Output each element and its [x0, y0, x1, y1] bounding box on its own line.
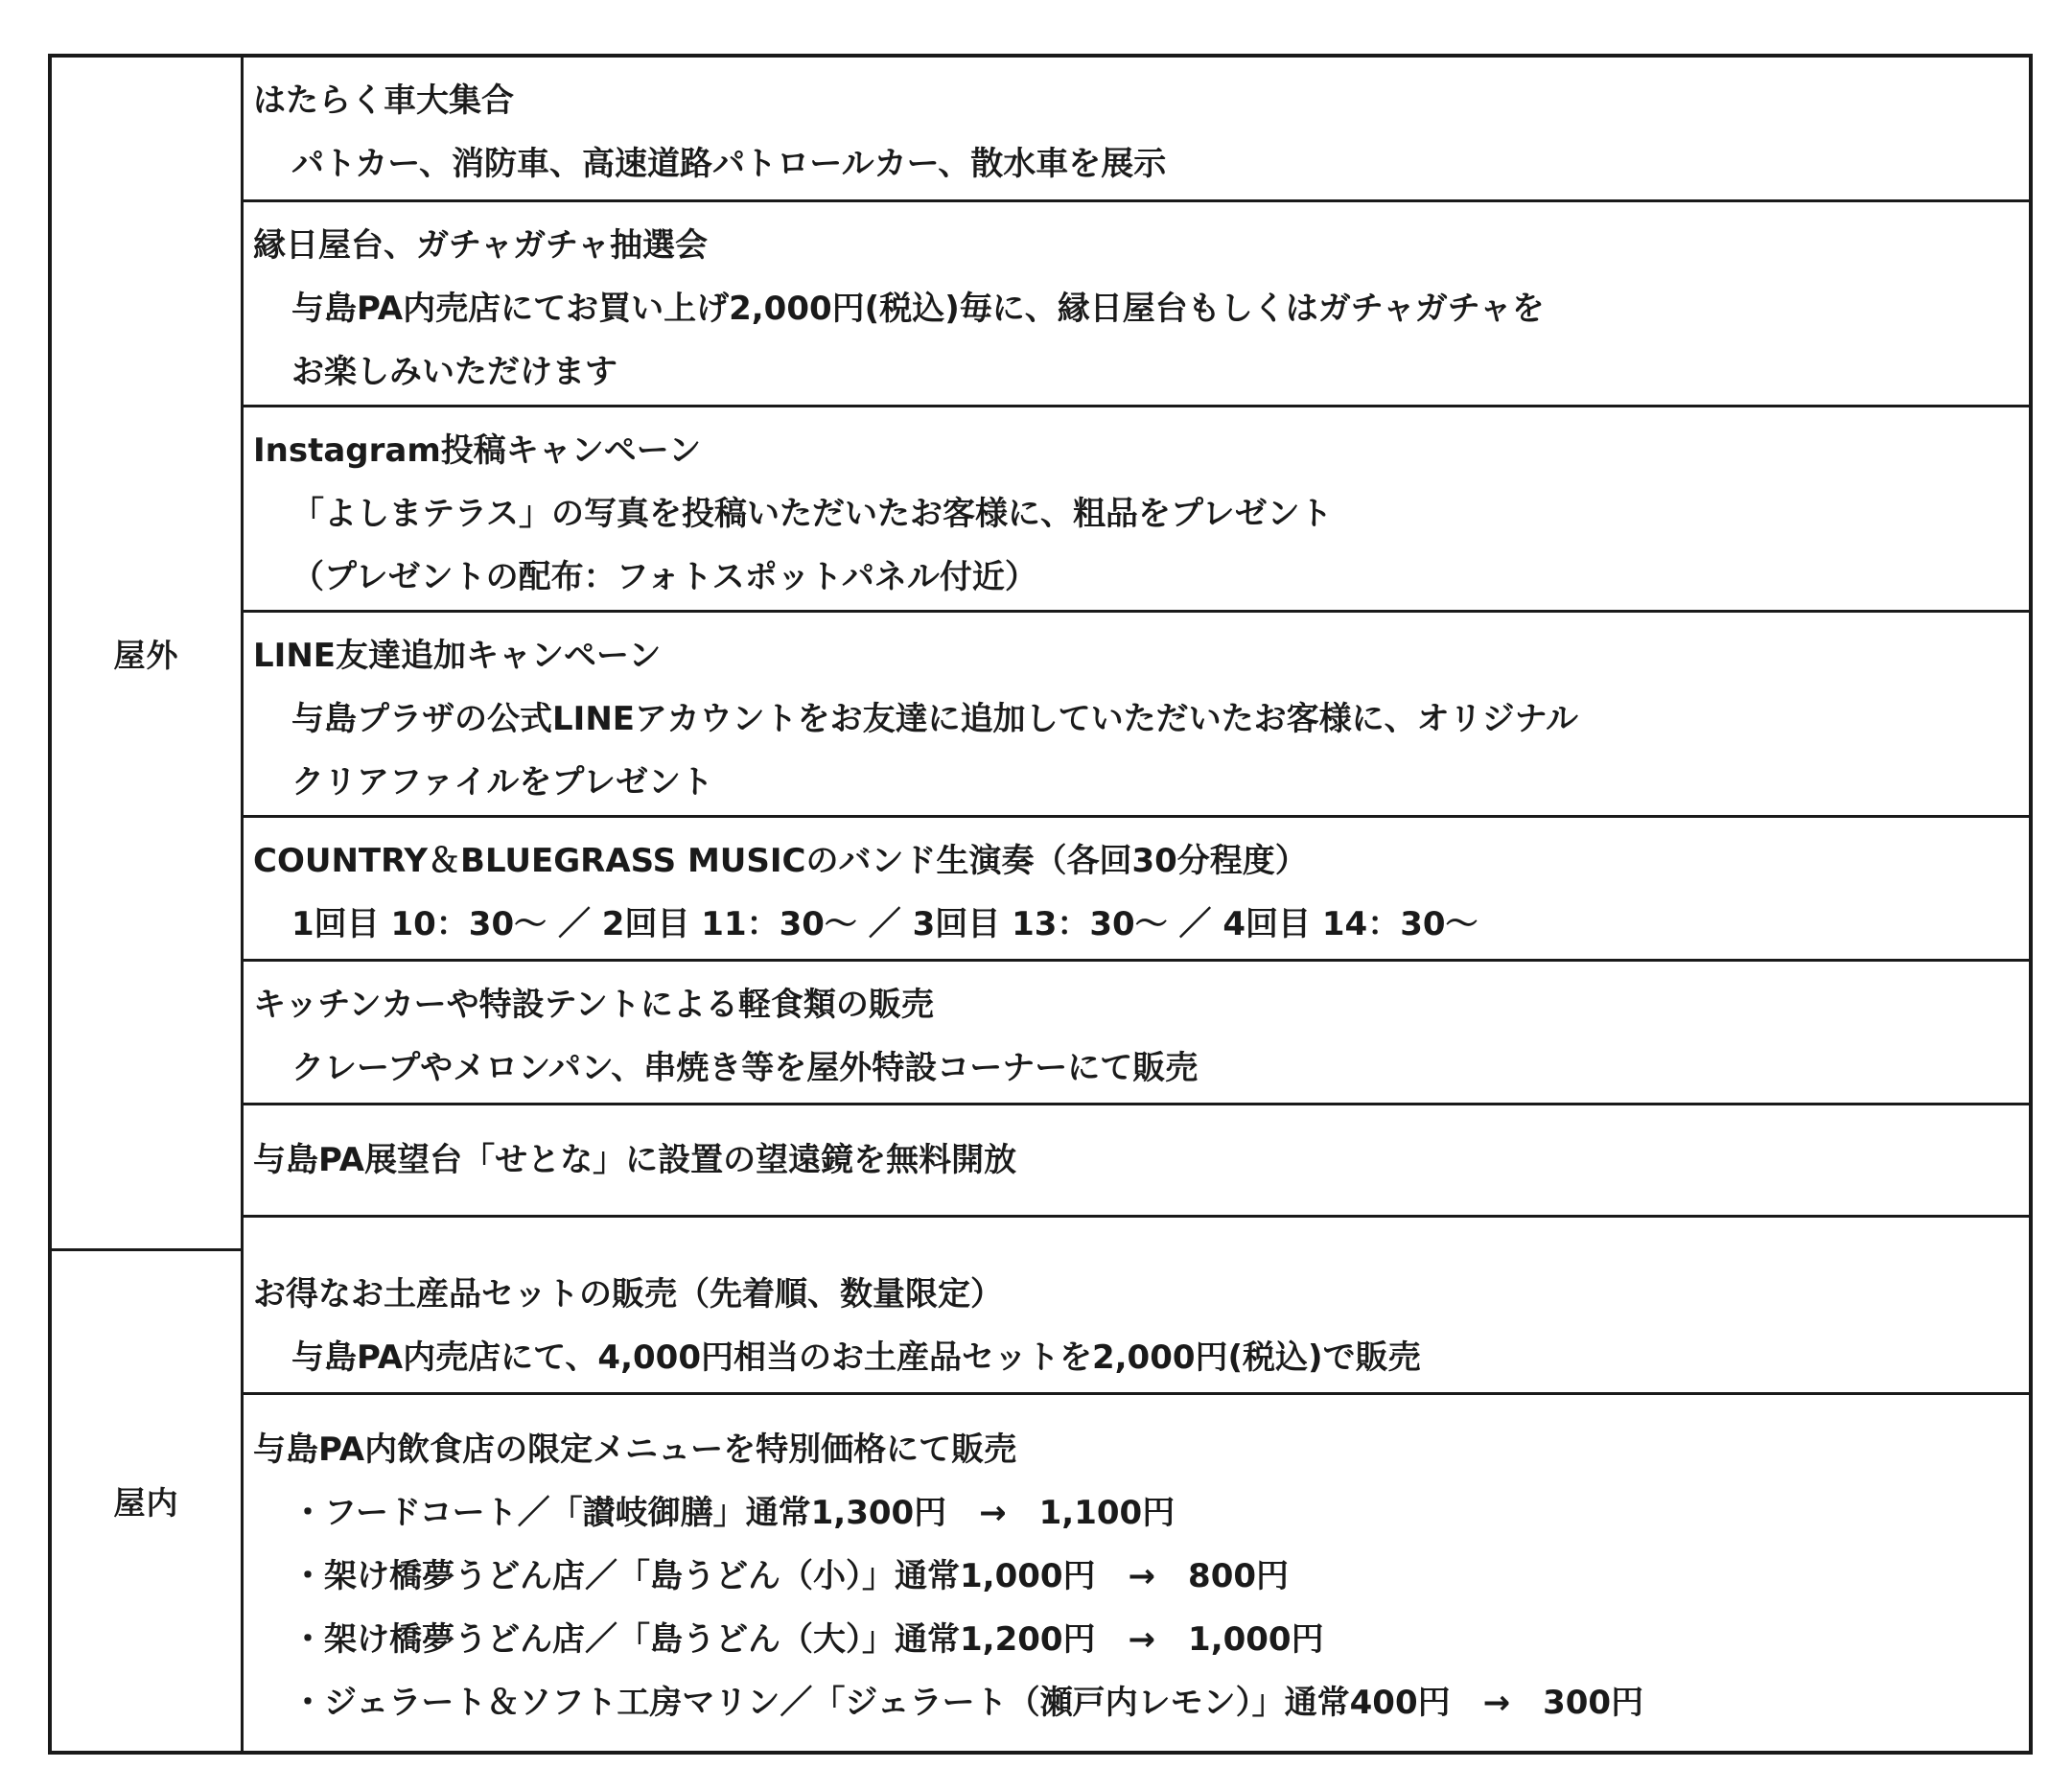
event-detail: 与島PA内売店にて、4,000円相当のお土産品セットを2,000円(税込)で販売 [291, 1338, 1421, 1377]
event-row-instagram-campaign [244, 407, 2029, 613]
event-row-limited-menu [244, 1395, 2029, 1751]
event-detail: （プレゼントの配布：フォトスポットパネル付近） [291, 558, 1037, 596]
menu-item: ・ジェラート＆ソフト工房マリン／「ジェラート（瀬戸内レモン）」通常400円 → 300円 [291, 1683, 1644, 1722]
section-label-indoor: 屋内 [52, 1251, 244, 1751]
event-detail: クリアファイルをプレゼント [291, 763, 713, 802]
event-title: お得なお土産品セットの販売（先着順、数量限定） [253, 1275, 1003, 1314]
event-title: 与島PA内飲食店の限定メニューを特別価格にて販売 [253, 1430, 1017, 1469]
event-title: 縁日屋台、ガチャガチャ抽選会 [253, 226, 708, 265]
event-title: 与島PA展望台「せとな」に設置の望遠鏡を無料開放 [253, 1141, 1017, 1179]
event-row-kitchen-car [244, 962, 2029, 1105]
event-row-live-band [244, 818, 2029, 962]
event-title: COUNTRY＆BLUEGRASS MUSICのバンド生演奏（各回30分程度） [253, 842, 1308, 880]
event-detail: パトカー、消防車、高速道路パトロールカー、散水車を展示 [291, 145, 1167, 183]
event-row-telescope [244, 1105, 2029, 1218]
event-row-working-vehicles [244, 58, 2029, 202]
event-detail: 「よしまテラス」の写真を投稿いただいたお客様に、粗品をプレゼント [291, 495, 1333, 533]
event-title: キッチンカーや特設テントによる軽食類の販売 [253, 986, 934, 1024]
event-detail: 1回目 10：30～ ／ 2回目 11：30～ ／ 3回目 13：30～ ／ 4回目 14：30～ [291, 905, 1478, 943]
section-label-outdoor: 屋外 [52, 58, 244, 1251]
event-title: Instagram投稿キャンペーン [253, 431, 702, 470]
section-rows-indoor [244, 1251, 2029, 1751]
event-detail: お楽しみいただけます [291, 353, 617, 391]
event-detail: クレープやメロンパン、串焼き等を屋外特設コーナーにて販売 [291, 1049, 1199, 1087]
event-title: はたらく車大集合 [253, 81, 514, 120]
event-detail: 与島PA内売店にてお買い上げ2,000円(税込)毎に、縁日屋台もしくはガチャガチャを [291, 290, 1545, 328]
event-row-souvenir-set [244, 1251, 2029, 1395]
event-row-line-campaign [244, 613, 2029, 818]
event-title: LINE友達追加キャンペーン [253, 637, 662, 675]
menu-item: ・架け橋夢うどん店／「島うどん（小）」通常1,000円 → 800円 [291, 1556, 1290, 1595]
event-row-festival-stalls [244, 202, 2029, 407]
event-schedule-table [48, 54, 2033, 1755]
event-detail: 与島プラザの公式LINEアカウントをお友達に追加していただいたお客様に、オリジナル [291, 700, 1578, 738]
section-rows-outdoor [244, 58, 2029, 1251]
menu-item: ・フードコート／「讃岐御膳」通常1,300円 → 1,100円 [291, 1493, 1176, 1532]
menu-item: ・架け橋夢うどん店／「島うどん（大）」通常1,200円 → 1,000円 [291, 1619, 1324, 1659]
